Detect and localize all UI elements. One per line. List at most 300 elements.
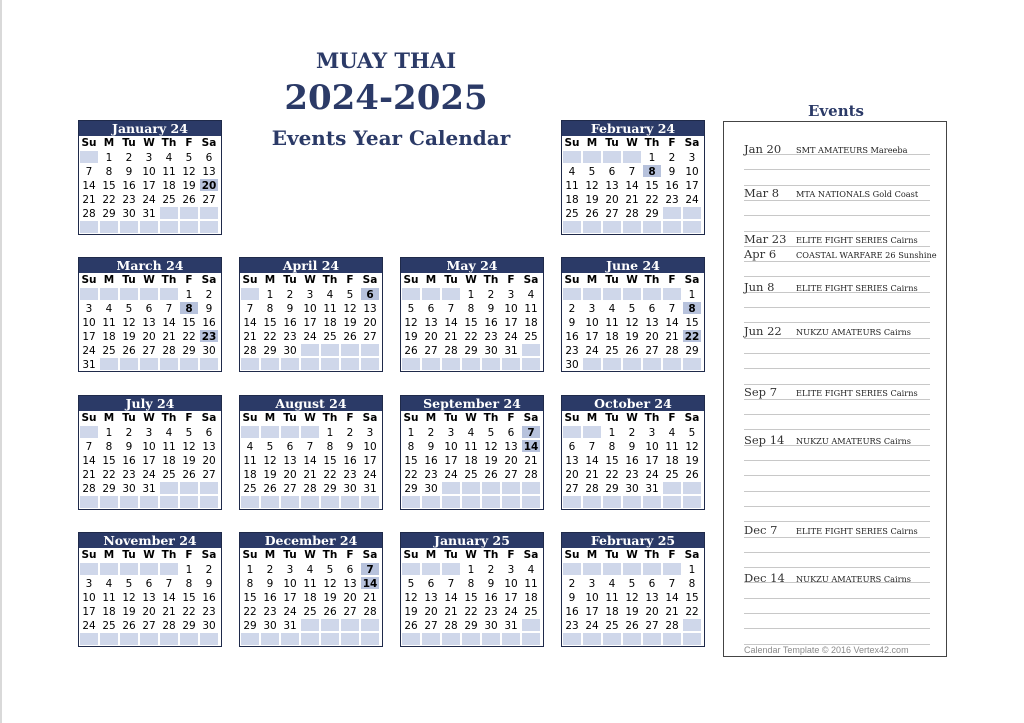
day: 26 [260,481,280,495]
weekday-label: Th [161,549,177,561]
weekday-label: F [668,137,676,149]
empty-day-cell [119,495,139,509]
empty-day-cell [260,357,280,371]
day: 18 [602,604,622,618]
day: 29 [642,206,662,220]
empty-day-cell [300,632,320,646]
events-panel [723,121,947,657]
event-date: Jun 22 [744,324,782,338]
empty-day-cell [662,220,682,234]
day: 16 [119,453,139,467]
month-title: November 24 [79,533,221,548]
event-entry [744,322,944,340]
month-jan-24 [78,120,222,235]
day: 28 [159,343,179,357]
day: 9 [421,439,441,453]
month-title: July 24 [79,396,221,411]
month-day-grid [79,136,221,234]
day: 12 [119,590,139,604]
month-jun-24 [561,257,705,372]
weekday-label: Su [81,274,97,286]
empty-day-cell [582,357,602,371]
day: 10 [79,315,99,329]
day: 8 [240,576,260,590]
day: 11 [300,576,320,590]
event-date: Jun 8 [744,280,775,294]
day: 25 [662,467,682,481]
weekday-label: Th [161,412,177,424]
event-day: 23 [199,329,219,343]
day: 12 [119,315,139,329]
weekday-label: Th [483,412,499,424]
day: 10 [682,164,702,178]
weekday-label: Th [322,412,338,424]
event-name: NUKZU AMATEURS Cairns [796,574,912,584]
weekday-label: F [185,137,193,149]
day: 16 [260,590,280,604]
day: 30 [340,481,360,495]
day: 9 [481,301,501,315]
month-day-grid [401,548,543,646]
weekday-label: F [507,412,515,424]
day: 28 [79,481,99,495]
day: 4 [602,301,622,315]
day: 31 [79,357,99,371]
day: 26 [682,467,702,481]
weekday-label: W [465,549,477,561]
weekday-label: Sa [201,412,217,424]
day: 26 [119,618,139,632]
month-mar-24 [78,257,222,372]
event-day: 7 [360,562,380,576]
day: 25 [300,604,320,618]
day: 2 [119,150,139,164]
empty-day-cell [421,562,441,576]
day: 18 [602,329,622,343]
day: 13 [280,453,300,467]
event-day: 20 [199,178,219,192]
day: 8 [401,439,421,453]
empty-day-cell [240,425,260,439]
day: 24 [501,329,521,343]
day: 5 [179,150,199,164]
day: 1 [320,425,340,439]
day: 2 [481,562,501,576]
empty-day-cell [481,481,501,495]
weekday-label: W [465,412,477,424]
day: 28 [521,467,541,481]
event-date: Jan 20 [744,142,782,156]
event-date: Mar 8 [744,186,780,200]
day: 16 [119,178,139,192]
day: 18 [662,453,682,467]
empty-day-cell [199,206,219,220]
empty-day-cell [562,632,582,646]
day: 7 [441,301,461,315]
weekday-label: M [425,549,437,561]
day: 25 [562,206,582,220]
empty-day-cell [642,632,662,646]
weekday-label: W [465,274,477,286]
day: 7 [79,164,99,178]
weekday-label: Th [322,549,338,561]
event-day: 8 [642,164,662,178]
weekday-label: Su [81,412,97,424]
event-writing-line [744,567,930,568]
day: 4 [521,287,541,301]
day: 17 [642,453,662,467]
day: 5 [179,425,199,439]
day: 20 [340,590,360,604]
day: 24 [79,618,99,632]
day: 27 [139,618,159,632]
day: 14 [582,453,602,467]
day: 24 [501,604,521,618]
day: 10 [501,301,521,315]
day: 29 [682,343,702,357]
day: 26 [340,329,360,343]
day: 26 [179,192,199,206]
day: 3 [360,425,380,439]
empty-day-cell [79,220,99,234]
day: 3 [642,425,662,439]
day: 29 [179,343,199,357]
day: 11 [562,178,582,192]
day: 14 [79,453,99,467]
day: 12 [320,576,340,590]
weekday-label: Sa [201,137,217,149]
empty-day-cell [280,425,300,439]
day: 23 [260,604,280,618]
day: 31 [642,481,662,495]
empty-day-cell [240,287,260,301]
day: 1 [682,562,702,576]
day: 17 [280,590,300,604]
day: 9 [481,576,501,590]
day: 30 [119,206,139,220]
month-day-grid [401,411,543,509]
day: 12 [622,315,642,329]
empty-day-cell [682,206,702,220]
empty-day-cell [582,495,602,509]
day: 26 [622,343,642,357]
empty-day-cell [582,220,602,234]
event-name: ELITE FIGHT SERIES Cairns [796,388,918,398]
day: 23 [562,343,582,357]
day: 13 [139,590,159,604]
empty-day-cell [300,357,320,371]
day: 4 [562,164,582,178]
day: 16 [562,604,582,618]
empty-day-cell [360,618,380,632]
empty-day-cell [521,343,541,357]
event-entry [744,521,944,539]
day: 30 [199,343,219,357]
weekday-label: M [425,274,437,286]
empty-day-cell [521,481,541,495]
weekday-label: Tu [605,137,619,149]
event-day: 14 [521,439,541,453]
day: 19 [260,467,280,481]
day: 6 [562,439,582,453]
day: 22 [461,329,481,343]
day: 24 [582,618,602,632]
day: 25 [602,618,622,632]
empty-day-cell [562,287,582,301]
day: 20 [199,453,219,467]
day: 26 [320,604,340,618]
day: 19 [622,329,642,343]
day: 10 [79,590,99,604]
empty-day-cell [501,495,521,509]
empty-day-cell [199,220,219,234]
day: 7 [441,576,461,590]
day: 23 [199,604,219,618]
event-entry [744,184,944,202]
weekday-label: Sa [684,137,700,149]
empty-day-cell [441,357,461,371]
day: 4 [521,562,541,576]
day: 26 [622,618,642,632]
weekday-label: Th [161,137,177,149]
day: 18 [521,315,541,329]
weekday-label: Su [564,137,580,149]
day: 21 [79,467,99,481]
empty-day-cell [441,562,461,576]
day: 13 [139,315,159,329]
month-title: February 24 [562,121,704,136]
empty-day-cell [582,287,602,301]
day: 3 [139,425,159,439]
weekday-label: Su [242,412,258,424]
day: 5 [340,287,360,301]
weekday-label: Th [644,412,660,424]
event-entry [744,383,944,401]
empty-day-cell [159,220,179,234]
weekday-label: F [185,274,193,286]
day: 24 [139,192,159,206]
weekday-label: W [143,137,155,149]
empty-day-cell [139,562,159,576]
day: 19 [340,315,360,329]
event-writing-line [744,169,930,170]
empty-day-cell [662,287,682,301]
empty-day-cell [642,357,662,371]
empty-day-cell [441,632,461,646]
day: 11 [99,315,119,329]
day: 21 [441,604,461,618]
day: 30 [481,618,501,632]
empty-day-cell [582,562,602,576]
day: 26 [582,206,602,220]
day: 31 [280,618,300,632]
day: 13 [421,315,441,329]
day: 31 [139,206,159,220]
empty-day-cell [99,357,119,371]
day: 27 [139,343,159,357]
day: 25 [320,329,340,343]
empty-day-cell [401,562,421,576]
empty-day-cell [662,206,682,220]
day: 14 [441,315,461,329]
day: 12 [340,301,360,315]
month-jan-25 [400,532,544,647]
day: 21 [240,329,260,343]
empty-day-cell [320,632,340,646]
event-writing-line [744,475,930,476]
day: 6 [280,439,300,453]
empty-day-cell [340,357,360,371]
day: 15 [642,178,662,192]
empty-day-cell [99,287,119,301]
day: 16 [199,590,219,604]
day: 29 [179,618,199,632]
month-day-grid [79,548,221,646]
day: 17 [139,178,159,192]
event-writing-line [744,552,930,553]
day: 1 [99,425,119,439]
month-day-grid [79,273,221,371]
empty-day-cell [179,481,199,495]
day: 17 [441,453,461,467]
day: 3 [501,287,521,301]
day: 3 [582,301,602,315]
day: 10 [441,439,461,453]
empty-day-cell [622,495,642,509]
day: 22 [260,329,280,343]
day: 6 [421,576,441,590]
weekday-label: Tu [283,412,297,424]
day: 8 [682,576,702,590]
day: 21 [159,604,179,618]
weekday-label: W [304,412,316,424]
day: 14 [662,590,682,604]
empty-day-cell [401,495,421,509]
day: 11 [159,164,179,178]
day: 4 [461,425,481,439]
weekday-label: W [626,412,638,424]
day: 29 [320,481,340,495]
day: 1 [461,287,481,301]
weekday-label: M [264,412,276,424]
day: 22 [682,604,702,618]
weekday-label: M [264,549,276,561]
weekday-label: Su [403,549,419,561]
day: 2 [622,425,642,439]
weekday-label: M [103,274,115,286]
weekday-label: F [346,549,354,561]
empty-day-cell [562,495,582,509]
day: 17 [682,178,702,192]
empty-day-cell [682,632,702,646]
weekday-label: Sa [362,274,378,286]
month-apr-24 [239,257,383,372]
weekday-label: Su [403,274,419,286]
weekday-label: Sa [201,274,217,286]
day: 31 [501,343,521,357]
event-writing-line [744,598,930,599]
empty-day-cell [682,357,702,371]
day: 20 [139,604,159,618]
day: 30 [280,343,300,357]
day: 1 [179,287,199,301]
empty-day-cell [360,495,380,509]
day: 7 [159,576,179,590]
empty-day-cell [521,357,541,371]
day: 3 [582,576,602,590]
day: 23 [119,467,139,481]
empty-day-cell [622,287,642,301]
month-sep-24 [400,395,544,510]
month-jul-24 [78,395,222,510]
month-day-grid [79,411,221,509]
day: 14 [159,315,179,329]
empty-day-cell [562,150,582,164]
footer-credit: Calendar Template © 2016 Vertex42.com [744,645,909,655]
day: 26 [401,618,421,632]
month-nov-24 [78,532,222,647]
weekday-label: Tu [122,549,136,561]
empty-day-cell [461,495,481,509]
day: 16 [280,315,300,329]
empty-day-cell [260,495,280,509]
day: 5 [119,301,139,315]
empty-day-cell [562,425,582,439]
empty-day-cell [421,357,441,371]
day: 30 [119,481,139,495]
day: 31 [360,481,380,495]
day: 25 [159,192,179,206]
empty-day-cell [320,618,340,632]
day: 19 [481,453,501,467]
day: 12 [401,590,421,604]
weekday-label: M [586,274,598,286]
day: 30 [421,481,441,495]
day: 17 [79,329,99,343]
empty-day-cell [441,287,461,301]
day: 23 [421,467,441,481]
weekday-label: F [346,412,354,424]
empty-day-cell [340,495,360,509]
weekday-label: M [103,412,115,424]
empty-day-cell [662,481,682,495]
day: 17 [582,604,602,618]
weekday-label: Tu [605,549,619,561]
day: 14 [159,590,179,604]
day: 2 [662,150,682,164]
empty-day-cell [682,618,702,632]
day: 23 [481,604,501,618]
day: 11 [662,439,682,453]
day: 5 [401,301,421,315]
empty-day-cell [662,632,682,646]
day: 3 [682,150,702,164]
empty-day-cell [662,495,682,509]
weekday-label: Tu [605,412,619,424]
weekday-label: Sa [684,549,700,561]
empty-day-cell [119,562,139,576]
empty-day-cell [300,495,320,509]
empty-day-cell [521,632,541,646]
day: 2 [119,425,139,439]
empty-day-cell [662,562,682,576]
empty-day-cell [501,632,521,646]
day: 18 [99,329,119,343]
day: 25 [602,343,622,357]
event-date: Mar 23 [744,232,787,246]
day: 29 [99,481,119,495]
day: 15 [179,315,199,329]
